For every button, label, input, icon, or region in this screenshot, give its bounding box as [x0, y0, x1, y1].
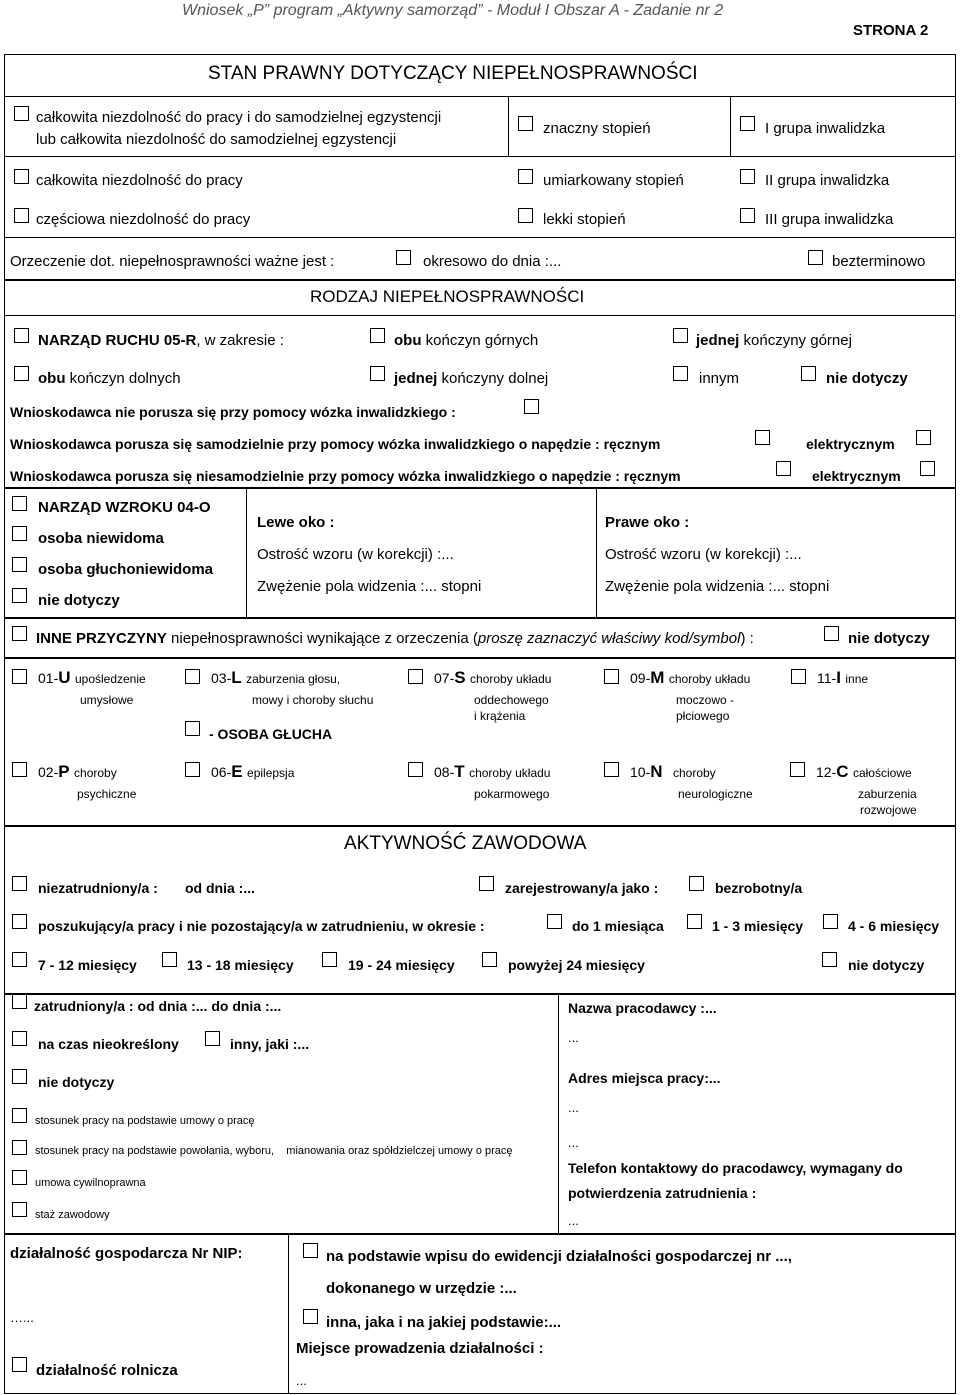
code-06: 06-E epilepsja	[211, 762, 295, 781]
moderate-degree-checkbox[interactable]	[518, 169, 533, 184]
code-02-checkbox[interactable]	[12, 762, 27, 777]
employer-phone-label: potwierdzenia zatrudnienia :	[568, 1185, 757, 1201]
label: obu kończyn górnych	[394, 332, 539, 349]
employment-na-checkbox[interactable]	[12, 1069, 27, 1084]
label: nie dotyczy	[38, 1074, 115, 1090]
label: do 1 miesiąca	[572, 918, 664, 934]
label: umiarkowany stopień	[543, 172, 684, 189]
label: pokarmowego	[474, 787, 550, 801]
label: na podstawie wpisu do ewidencji działalności gospodarczej nr ...,	[326, 1248, 792, 1265]
legal-status-title: STAN PRAWNY DOTYCZĄCY NIEPEŁNOSPRAWNOŚCI	[208, 63, 698, 84]
period-5-checkbox[interactable]	[162, 952, 177, 967]
label: nie dotyczy	[826, 370, 908, 387]
deaf-label: - OSOBA GŁUCHA	[209, 726, 333, 742]
label: III grupa inwalidzka	[765, 211, 894, 228]
label: jednej kończyny górnej	[696, 332, 852, 349]
wheelchair-assisted-electric-checkbox[interactable]	[920, 461, 935, 476]
label: innym	[699, 370, 740, 387]
code-02: 02-P choroby	[38, 762, 117, 781]
group-2-checkbox[interactable]	[740, 169, 755, 184]
internship-checkbox[interactable]	[12, 1202, 27, 1217]
label: całkowita niezdolność do pracy i do samodzielnej egzystencji	[36, 109, 442, 126]
light-degree-checkbox[interactable]	[518, 208, 533, 223]
work-address: Adres miejsca pracy:...	[568, 1070, 721, 1086]
code-11: 11-I inne	[817, 668, 869, 687]
divider	[558, 994, 559, 1234]
unemployed-since: od dnia :...	[185, 880, 255, 896]
divider	[730, 96, 731, 156]
motor-organ-label: NARZĄD RUCHU 05-R, w zakresie :	[38, 332, 284, 349]
other-basis-checkbox[interactable]	[303, 1309, 318, 1324]
periodic-checkbox[interactable]	[396, 250, 411, 265]
right-eye-label: Prawe oko :	[605, 514, 690, 531]
label: okresowo do dnia :...	[423, 253, 562, 270]
label: umysłowe	[80, 693, 134, 707]
other-contract-checkbox[interactable]	[205, 1031, 220, 1046]
full-incapacity-checkbox[interactable]	[14, 169, 29, 184]
other-causes-checkbox[interactable]	[12, 626, 27, 641]
full-incapacity-independence-checkbox[interactable]	[14, 106, 29, 121]
label: powyżej 24 miesięcy	[508, 957, 645, 973]
employer-name: Nazwa pracodawcy :...	[568, 1000, 717, 1016]
code-06-checkbox[interactable]	[185, 762, 200, 777]
period-1-checkbox[interactable]	[547, 914, 562, 929]
period-2-checkbox[interactable]	[687, 914, 702, 929]
code-10-checkbox[interactable]	[604, 762, 619, 777]
work-na-checkbox[interactable]	[822, 952, 837, 967]
both-lower-limbs-checkbox[interactable]	[14, 366, 29, 381]
label: nie dotyczy	[848, 630, 930, 647]
code-08: 08-T choroby układu	[434, 762, 551, 781]
label: obu kończyn dolnych	[38, 370, 181, 387]
one-lower-limb-checkbox[interactable]	[370, 366, 385, 381]
employed-checkbox[interactable]	[12, 994, 27, 1009]
employer-phone-label: Telefon kontaktowy do pracodawcy, wymagany do	[568, 1160, 903, 1176]
code-09-checkbox[interactable]	[604, 669, 619, 684]
indefinite-checkbox[interactable]	[12, 1031, 27, 1046]
code-08-checkbox[interactable]	[408, 762, 423, 777]
code-03: 03-L zaburzenia głosu,	[211, 668, 341, 687]
partial-incapacity-checkbox[interactable]	[14, 208, 29, 223]
vision-organ-checkbox[interactable]	[12, 496, 27, 511]
deaf-checkbox[interactable]	[185, 721, 200, 736]
label: 7 - 12 miesięcy	[38, 957, 137, 973]
permanent-checkbox[interactable]	[808, 250, 823, 265]
label: II grupa inwalidzka	[765, 172, 890, 189]
employer-name-line: ...	[568, 1030, 579, 1045]
divider	[508, 96, 509, 156]
business-place-line: ...	[296, 1373, 307, 1388]
business-nip-label: działalność gospodarcza Nr NIP:	[10, 1245, 243, 1262]
blind-checkbox[interactable]	[12, 526, 27, 541]
employment-box	[4, 994, 956, 1234]
label: umowa cywilnoprawna	[35, 1177, 146, 1189]
period-4-checkbox[interactable]	[12, 952, 27, 967]
label: osoba głuchoniewidoma	[38, 561, 214, 578]
label: lekki stopień	[543, 211, 626, 228]
group-1-checkbox[interactable]	[740, 116, 755, 131]
ceidg-checkbox[interactable]	[303, 1243, 318, 1258]
label: nie dotyczy	[38, 592, 120, 609]
label: płciowego	[676, 709, 730, 723]
label: i krążenia	[474, 709, 526, 723]
label: bezterminowo	[832, 253, 926, 270]
label: stosunek pracy na podstawie umowy o pracę	[35, 1115, 255, 1127]
wheelchair-self-electric-checkbox[interactable]	[916, 430, 931, 445]
label: inna, jaka i na jakiej podstawie:...	[326, 1314, 562, 1331]
label: lub całkowita niezdolność do samodzielnej egzystencji	[36, 131, 397, 148]
label: bezrobotny/a	[715, 880, 803, 896]
contract-civil-checkbox[interactable]	[12, 1170, 27, 1185]
registry-office: dokonanego w urzędzie :...	[326, 1280, 517, 1297]
validity-label: Orzeczenie dot. niepełnosprawności ważne jest :	[10, 253, 335, 270]
left-field: Zwężenie pola widzenia :... stopni	[257, 578, 482, 595]
one-upper-limb-checkbox[interactable]	[673, 328, 688, 343]
code-03-checkbox[interactable]	[185, 669, 200, 684]
other-contract-label: inny, jaki :...	[230, 1036, 310, 1052]
code-07-checkbox[interactable]	[408, 669, 423, 684]
label: neurologiczne	[678, 787, 753, 801]
vision-na-checkbox[interactable]	[12, 588, 27, 603]
period-3-checkbox[interactable]	[823, 914, 838, 929]
seeking-checkbox[interactable]	[12, 914, 27, 929]
label: znaczny stopień	[543, 120, 651, 137]
running-title: Wniosek „P” program „Aktywny samorząd” - Moduł I Obszar A - Zadanie nr 2	[182, 2, 724, 19]
employed-dates: zatrudniony/a : od dnia :... do dnia :...	[34, 998, 282, 1014]
code-01-checkbox[interactable]	[12, 669, 27, 684]
work-address-line: ...	[568, 1100, 579, 1115]
label: 1 - 3 miesięcy	[712, 918, 804, 934]
code-09: 09-M choroby układu	[630, 668, 751, 687]
contract-employment-checkbox[interactable]	[12, 1108, 27, 1123]
deafblind-checkbox[interactable]	[12, 557, 27, 572]
business-place-label: Miejsce prowadzenia działalności :	[296, 1340, 544, 1357]
unemployed-checkbox[interactable]	[12, 876, 27, 891]
label: 19 - 24 miesięcy	[348, 957, 455, 973]
registered-checkbox[interactable]	[479, 876, 494, 891]
period-7-checkbox[interactable]	[482, 952, 497, 967]
right-acuity: Ostrość wzoru (w korekcji) :...	[605, 546, 802, 563]
label: zaburzenia	[858, 787, 917, 801]
code-12-checkbox[interactable]	[790, 762, 805, 777]
business-nip-line: …...	[10, 1310, 34, 1325]
motor-organ-checkbox[interactable]	[14, 328, 29, 343]
wheelchair-self-manual-checkbox[interactable]	[755, 430, 770, 445]
label: I grupa inwalidzka	[765, 120, 886, 137]
divider	[596, 488, 597, 618]
divider	[4, 156, 956, 157]
both-upper-limbs-checkbox[interactable]	[370, 328, 385, 343]
divider	[4, 315, 956, 316]
right-field: Zwężenie pola widzenia :... stopni	[605, 578, 830, 595]
contract-appointment-checkbox[interactable]	[12, 1140, 27, 1155]
wheelchair-assisted-label: Wnioskodawca porusza się niesamodzielnie przy pomocy wózka inwalidzkiego o napędzie : ręcznym	[10, 468, 681, 484]
label: niezatrudniony/a :	[38, 880, 158, 896]
label: NARZĄD WZROKU 04-O	[38, 499, 211, 516]
code-10: 10-N choroby	[630, 762, 716, 781]
label: osoba niewidoma	[38, 530, 164, 547]
period-6-checkbox[interactable]	[322, 952, 337, 967]
left-eye-label: Lewe oko :	[257, 514, 335, 531]
wheelchair-assisted-manual-checkbox[interactable]	[776, 461, 791, 476]
label: moczowo -	[676, 693, 735, 707]
work-address-line: ...	[568, 1135, 579, 1150]
divider	[246, 488, 247, 618]
label: stosunek pracy na podstawie powołania, wyboru, mianowania oraz spółdzielczej umowy o pracę	[35, 1145, 513, 1157]
label: jednej kończyny dolnej	[394, 370, 549, 387]
label: elektrycznym	[806, 436, 895, 452]
code-07: 07-S choroby układu	[434, 668, 552, 687]
label: na czas nieokreślony	[38, 1036, 179, 1052]
page-number: STRONA 2	[853, 22, 929, 39]
unemployed-status-checkbox[interactable]	[689, 876, 704, 891]
employer-phone-line: ...	[568, 1213, 579, 1228]
other-causes-label: INNE PRZYCZYNY niepełnosprawności wynikające z orzeczenia (proszę zaznaczyć właściwy kod/symbol) :	[36, 630, 754, 647]
severe-degree-checkbox[interactable]	[518, 116, 533, 131]
label: zarejestrowany/a jako :	[505, 880, 659, 896]
left-acuity: Ostrość wzoru (w korekcji) :...	[257, 546, 454, 563]
label: oddechowego	[474, 693, 549, 707]
code-01: 01-U upośledzenie	[38, 668, 146, 687]
wheelchair-self-label: Wnioskodawca porusza się samodzielnie przy pomocy wózka inwalidzkiego o napędzie : ręcznym	[10, 436, 661, 452]
work-title: AKTYWNOŚĆ ZAWODOWA	[344, 833, 587, 854]
group-3-checkbox[interactable]	[740, 208, 755, 223]
disability-kind-title: RODZAJ NIEPEŁNOSPRAWNOŚCI	[310, 287, 585, 306]
code-12: 12-C całościowe	[816, 762, 912, 781]
label: poszukujący/a pracy i nie pozostający/a w zatrudnieniu, w okresie :	[38, 918, 485, 934]
label: mowy i chorоby słuchu	[252, 693, 374, 707]
label: rozwojowe	[860, 803, 917, 817]
other-causes-na-checkbox[interactable]	[824, 626, 839, 641]
divider	[288, 1234, 289, 1394]
label: 13 - 18 miesięcy	[187, 957, 294, 973]
label: staż zawodowy	[35, 1209, 110, 1221]
label: psychiczne	[77, 787, 137, 801]
wheelchair-none-checkbox[interactable]	[524, 399, 539, 414]
farming-checkbox[interactable]	[12, 1357, 27, 1372]
label: całkowita niezdolność do pracy	[36, 172, 243, 189]
label: 4 - 6 miesięcy	[848, 918, 940, 934]
label: częściowa niezdolność do pracy	[36, 211, 251, 228]
label: nie dotyczy	[848, 957, 925, 973]
label: działalność rolnicza	[36, 1362, 178, 1379]
motor-na-checkbox[interactable]	[801, 366, 816, 381]
label: elektrycznym	[812, 468, 901, 484]
other-motor-checkbox[interactable]	[673, 366, 688, 381]
code-11-checkbox[interactable]	[791, 669, 806, 684]
wheelchair-none-label: Wnioskodawca nie porusza się przy pomocy wózka inwalidzkiego :	[10, 404, 456, 420]
